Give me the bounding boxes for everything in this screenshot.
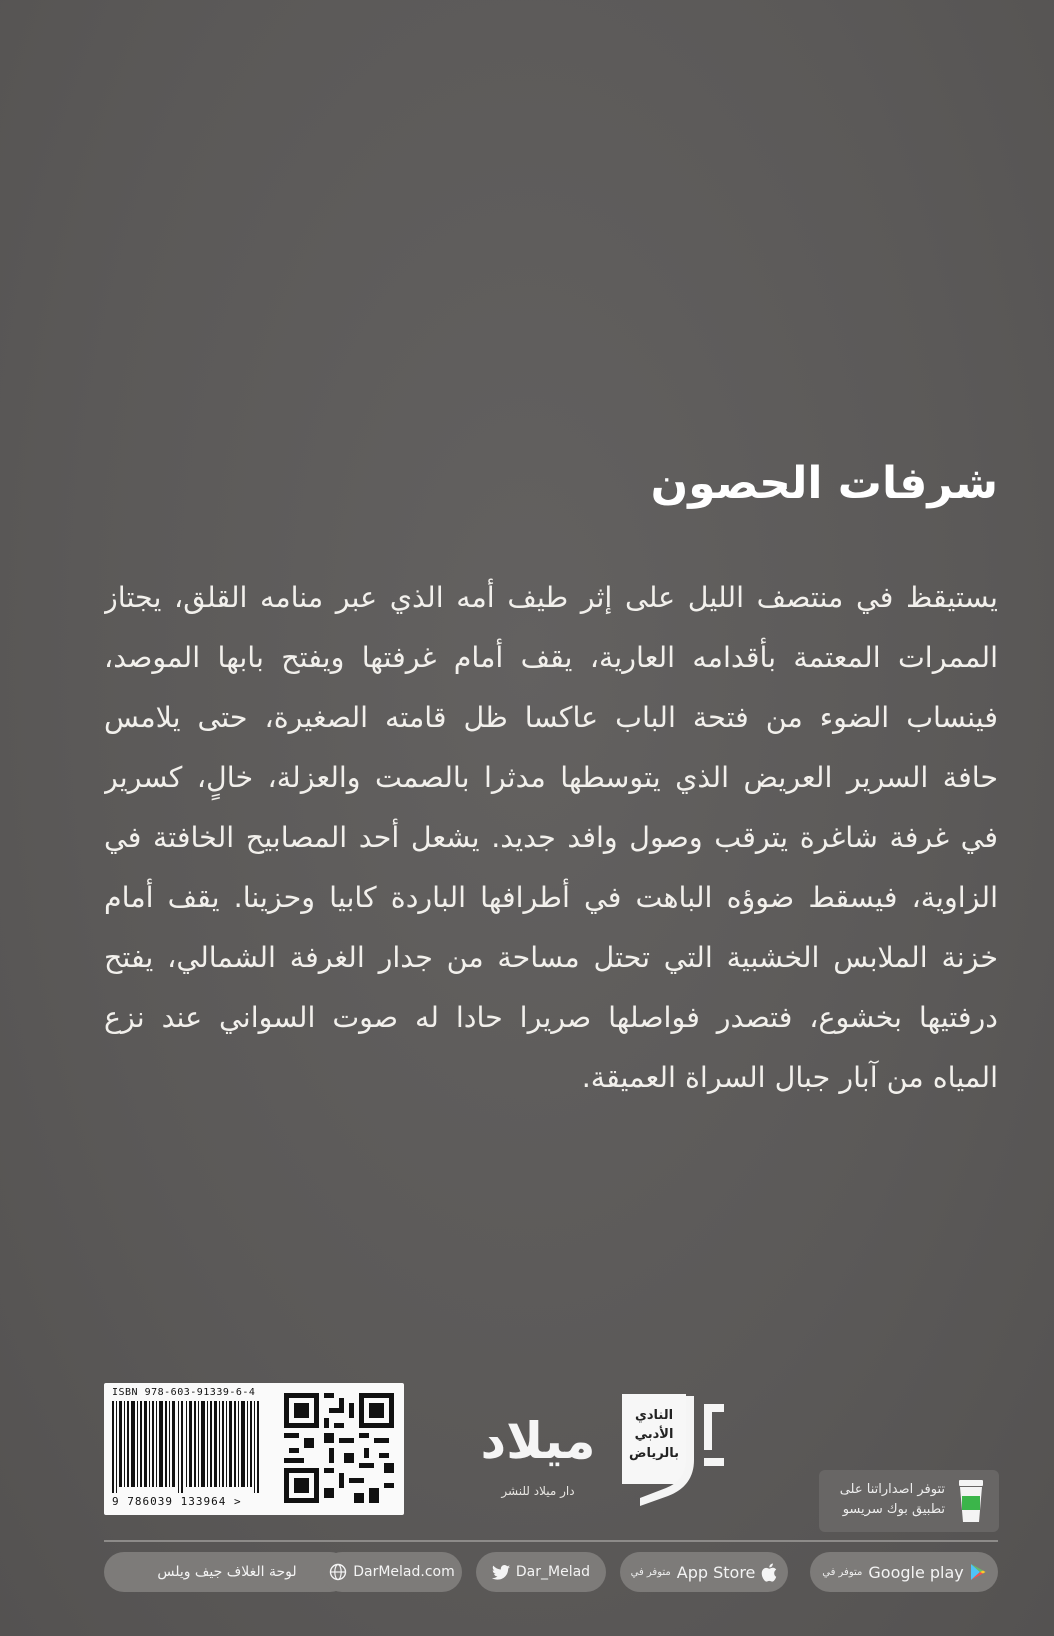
blurb-line: يستيقظ في منتصف الليل على إثر طيف أمه الذي عبر منامه القلق، يجتاز — [104, 581, 998, 614]
google-play-prefix: متوفر في — [822, 1566, 863, 1578]
blurb-line: في غرفة شاغرة يترقب وصول وافد جديد. يشعل أحد المصابيح الخافتة في — [104, 821, 998, 854]
blurb-line: فينساب الضوء من فتحة الباب عاكسا ظل قامته الصغيرة، حتى يلامس — [104, 701, 998, 734]
twitter-link[interactable] — [476, 1552, 606, 1592]
google-play-label: Google play — [868, 1562, 964, 1582]
book-blurb — [104, 568, 998, 1168]
app-notice-line-1: تتوفر اصداراتنا على — [839, 1482, 945, 1497]
publisher-logo-word: ميلاد — [480, 1412, 596, 1470]
app-notice-text — [840, 1480, 945, 1520]
twitter-handle: Dar_Melad — [515, 1564, 591, 1580]
app-store-badge[interactable] — [620, 1552, 788, 1592]
blurb-line: المياه من آبار جبال السراة العميقة. — [581, 1061, 998, 1094]
blurb-line: درفتيها بخشوع، فتصدر فواصلها صريرا حادا له صوت السواني عند نزع — [104, 1001, 998, 1034]
app-store-prefix: متوفر في — [630, 1566, 671, 1578]
website-text: DarMelad.com — [353, 1564, 455, 1580]
publisher-name: دار ميلاد للنشر — [501, 1484, 575, 1498]
google-play-icon — [970, 1563, 986, 1581]
blurb-line: خزنة الملابس الخشبية التي تحتل مساحة من جدار الغرفة الشمالي، يفتح — [104, 941, 998, 974]
publisher-logo — [478, 1402, 598, 1512]
globe-icon — [329, 1563, 347, 1581]
club-line-1: النادي — [634, 1408, 674, 1423]
twitter-bird-icon — [492, 1565, 510, 1580]
blurb-line: حافة السرير العريض الذي يتوسطها مدثرا بالصمت والعزلة، خالٍ، كسرير — [104, 761, 998, 794]
cover-art-credit-text: لوحة الغلاف جيف ويلس — [157, 1564, 297, 1580]
book-title: شرفات الحصون — [650, 458, 998, 509]
website-link[interactable] — [322, 1552, 462, 1592]
apple-icon — [761, 1563, 777, 1582]
qr-code-icon — [284, 1393, 394, 1503]
google-play-badge[interactable] — [810, 1552, 998, 1592]
cover-art-credit — [104, 1552, 350, 1592]
literary-club-logo — [620, 1390, 732, 1514]
blurb-line: الممرات المعتمة بأقدامه العارية، يقف أمام غرفتها ويفتح بابها الموصد، — [104, 641, 998, 674]
isbn-label: ISBN 978-603-91339-6-4 — [112, 1387, 256, 1398]
app-store-label: App Store — [676, 1562, 756, 1582]
club-line-2: الأدبي — [634, 1427, 674, 1442]
barcode-icon — [112, 1401, 272, 1493]
app-notice-line-2: تطبيق بوك سريسو — [842, 1502, 945, 1517]
club-line-3: بالرياض — [629, 1446, 679, 1461]
barcode-number: 9 786039 133964 > — [112, 1495, 242, 1508]
club-emblem-icon — [620, 1390, 732, 1514]
blurb-line: الزاوية، فيسقط ضوؤه الباهت في أطرافها الباردة كابيا وحزينا. يقف أمام — [104, 881, 998, 914]
coffee-cup-icon — [957, 1480, 985, 1522]
app-availability-notice — [819, 1470, 999, 1532]
footer-divider — [104, 1540, 998, 1542]
isbn-barcode-box — [104, 1383, 404, 1515]
